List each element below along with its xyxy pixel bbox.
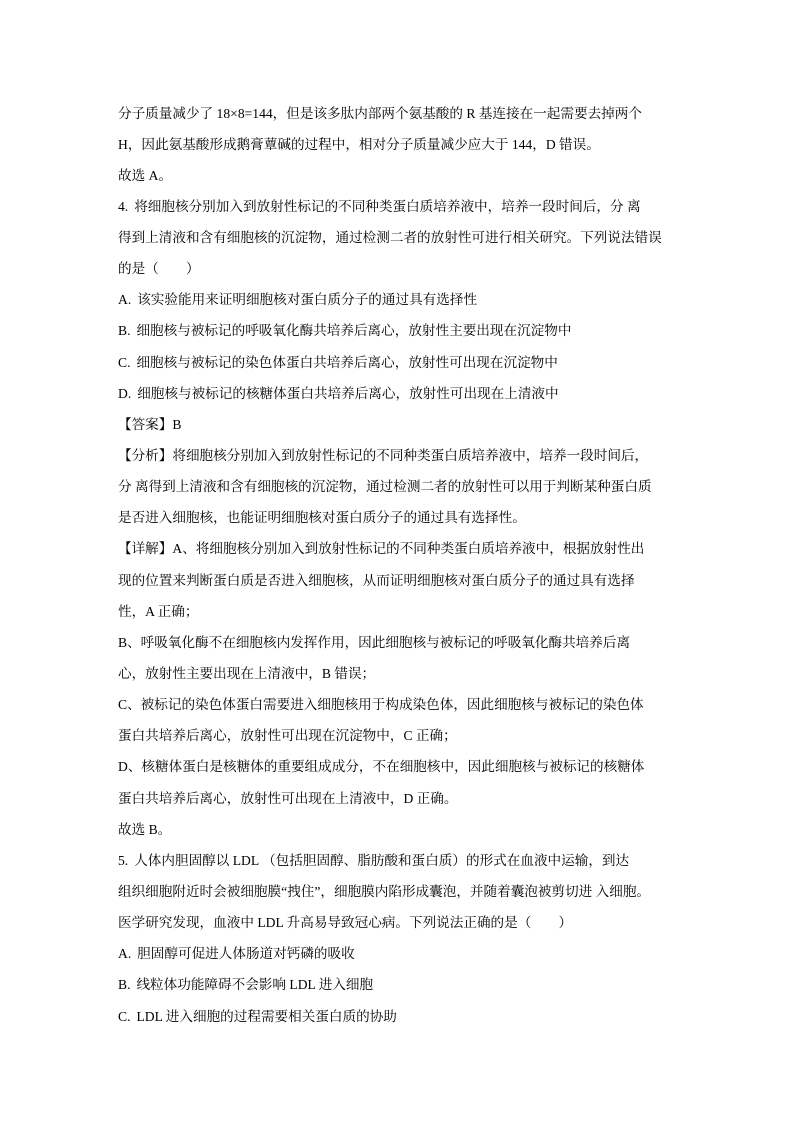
answer-value: B bbox=[172, 416, 182, 432]
option-label: B. bbox=[118, 977, 131, 993]
detail-text: A、将细胞核分别加入到放射性标记的不同种类蛋白质培养液中，根据放射性出 bbox=[172, 541, 645, 557]
question-4-option-c bbox=[118, 347, 718, 378]
detail-line: 蛋白共培养后离心，放射性可出现在沉淀物中，C 正确； bbox=[118, 728, 457, 744]
option-label: C. bbox=[118, 354, 131, 370]
explanation-line: H，因此氨基酸形成鹅膏蕈碱的过程中，相对分子质量减少应大于 144，D 错误。 bbox=[118, 136, 600, 152]
question-5-option-a bbox=[118, 938, 718, 969]
option-label: D. bbox=[118, 385, 132, 401]
option-text: 细胞核与被标记的呼吸氧化酶共培养后离心，放射性主要出现在沉淀物中 bbox=[136, 323, 572, 339]
option-label: C. bbox=[118, 1008, 131, 1024]
option-label: B. bbox=[118, 323, 131, 339]
question-5-stem-line: 医学研究发现，血液中 LDL 升高易导致冠心病。下列说法正确的是（ ） bbox=[118, 915, 573, 931]
question-4-stem-text: 将细胞核分别加入到放射性标记的不同种类蛋白质培养液中，培养一段时间后，分 离 bbox=[134, 198, 641, 214]
option-text: LDL 进入细胞的过程需要相关蛋白质的协助 bbox=[136, 1008, 397, 1024]
analysis-line: 分 离得到上清液和含有细胞核的沉淀物，通过检测二者的放射性可以用于判断某种蛋白质 bbox=[118, 479, 652, 495]
answer-tag: 【答案】 bbox=[118, 416, 173, 432]
question-4-number: 4. bbox=[118, 198, 129, 214]
option-label: A. bbox=[118, 946, 132, 962]
detail-line: B、呼吸氧化酶不在细胞核内发挥作用，因此细胞核与被标记的呼吸氧化酶共培养后离 bbox=[118, 634, 631, 650]
option-text: 细胞核与被标记的核糖体蛋白共培养后离心，放射性可出现在上清液中 bbox=[137, 385, 559, 401]
explanation-line: 分子质量减少了 18×8=144，但是该多肽内部两个氨基酸的 R 基连接在一起需要去掉两个 bbox=[118, 105, 642, 121]
conclusion-line: 故选 B。 bbox=[118, 821, 172, 837]
question-4-stem-line: 得到上清液和含有细胞核的沉淀物，通过检测二者的放射性可进行相关研究。下列说法错误 bbox=[118, 230, 662, 246]
question-4-option-a bbox=[118, 284, 718, 315]
question-4-stem-line: 的是（ ） bbox=[118, 261, 200, 277]
question-5-stem-line: 组织细胞附近时会被细胞膜“拽住”，细胞膜内陷形成囊泡，并随着囊泡被剪切进 入细胞。 bbox=[118, 884, 651, 900]
detail-line: 现的位置来判断蛋白质是否进入细胞核，从而证明细胞核对蛋白质分子的通过具有选择 bbox=[118, 572, 635, 588]
page-content bbox=[118, 98, 718, 1032]
detail-line bbox=[118, 533, 718, 564]
analysis-text: 将细胞核分别加入到放射性标记的不同种类蛋白质培养液中，培养一段时间后， bbox=[172, 448, 649, 464]
conclusion-line: 故选 A。 bbox=[118, 167, 172, 183]
question-5-option-c bbox=[118, 1001, 718, 1032]
question-5-option-b bbox=[118, 969, 718, 1000]
option-label: A. bbox=[118, 292, 132, 308]
question-5-stem-text: 人体内胆固醇以 LDL （包括胆固醇、脂肪酸和蛋白质）的形式在血液中运输，到达 bbox=[134, 852, 630, 868]
analysis-line bbox=[118, 440, 718, 471]
analysis-line: 是否进入细胞核，也能证明细胞核对蛋白质分子的通过具有选择性。 bbox=[118, 510, 526, 526]
question-5-number: 5. bbox=[118, 852, 129, 868]
analysis-tag: 【分析】 bbox=[118, 448, 173, 464]
detail-line: D、核糖体蛋白是核糖体的重要组成成分，不在细胞核中，因此细胞核与被标记的核糖体 bbox=[118, 759, 645, 775]
answer-line bbox=[118, 409, 718, 440]
detail-line: C、被标记的染色体蛋白需要进入细胞核用于构成染色体，因此细胞核与被标记的染色体 bbox=[118, 697, 644, 713]
option-text: 线粒体功能障碍不会影响 LDL 进入细胞 bbox=[136, 977, 374, 993]
detail-tag: 【详解】 bbox=[118, 541, 173, 557]
question-5-stem-line bbox=[118, 845, 718, 876]
question-4-option-b bbox=[118, 315, 718, 346]
option-text: 细胞核与被标记的染色体蛋白共培养后离心，放射性可出现在沉淀物中 bbox=[136, 354, 558, 370]
option-text: 该实验能用来证明细胞核对蛋白质分子的通过具有选择性 bbox=[137, 292, 478, 308]
question-4-stem-line bbox=[118, 191, 718, 222]
question-4-option-d bbox=[118, 378, 718, 409]
detail-line: 性，A 正确； bbox=[118, 603, 199, 619]
detail-line: 蛋白共培养后离心，放射性可出现在上清液中，D 正确。 bbox=[118, 790, 458, 806]
detail-line: 心，放射性主要出现在上清液中，B 错误； bbox=[118, 666, 376, 682]
option-text: 胆固醇可促进人体肠道对钙磷的吸收 bbox=[137, 946, 355, 962]
